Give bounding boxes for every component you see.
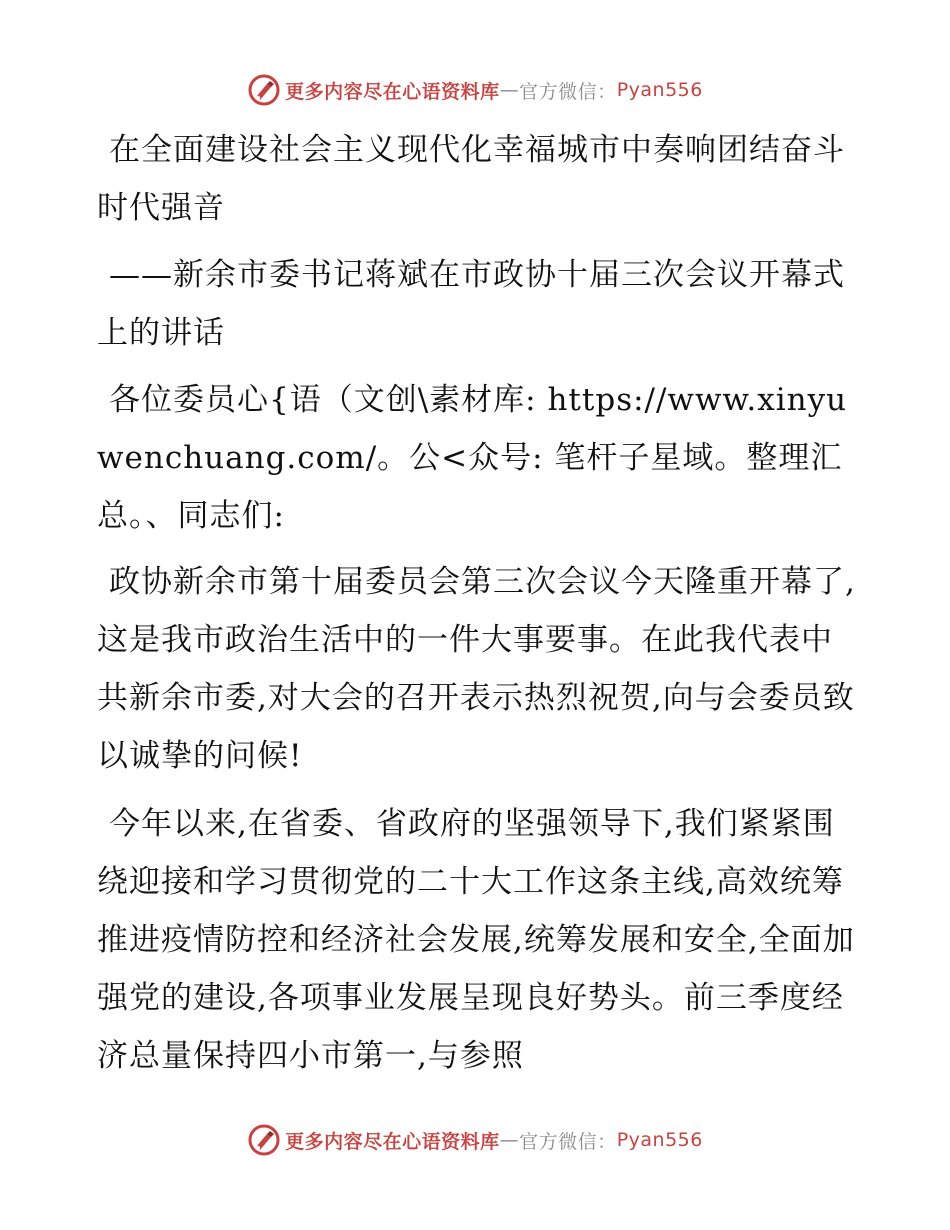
watermark-brand: 更多内容尽在心语资料库 [285, 80, 500, 103]
pen-logo-icon [247, 1123, 281, 1157]
watermark-brand: 更多内容尽在心语资料库 [285, 1130, 500, 1153]
watermark-wechat-id: Pyan556 [616, 79, 703, 101]
header-watermark [0, 68, 950, 112]
watermark-label: 官方微信： [519, 80, 617, 103]
watermark-separator: — [499, 79, 520, 101]
watermark-separator: — [499, 1129, 520, 1151]
pen-logo-icon [247, 73, 281, 107]
body-paragraph: 今年以来,在省委、省政府的坚强领导下,我们紧紧围绕迎接和学习贯彻党的二十大工作这条主线,高效统筹推进疫情防控和经济社会发展,统筹发展和安全,全面加强党的建设,各项事业发展呈现良好势头。前三季度经济总量保持四小市第一,与参照 [97, 806, 855, 1074]
footer-watermark [0, 1118, 950, 1162]
document-body [97, 121, 857, 1085]
watermark-label: 官方微信： [519, 1130, 617, 1153]
watermark-wechat-id: Pyan556 [616, 1129, 703, 1151]
body-paragraph: 政协新余市第十届委员会第三次会议今天隆重开幕了,这是我市政治生活中的一件大事要事。在此我代表中共新余市委,对大会的召开表示热烈祝贺,向与会委员致以诚挚的问候! [97, 564, 856, 774]
document-subtitle: ——新余市委书记蒋斌在市政协十届三次会议开幕式上的讲话 [97, 257, 845, 351]
document-title: 在全面建设社会主义现代化幸福城市中奏响团结奋斗时代强音 [97, 132, 845, 226]
document-salutation: 各位委员心{语（文创\素材库: https://www.xinyuwenchuang.com/。公<众号: 笔杆子星域。整理汇总。、同志们: [97, 382, 848, 534]
